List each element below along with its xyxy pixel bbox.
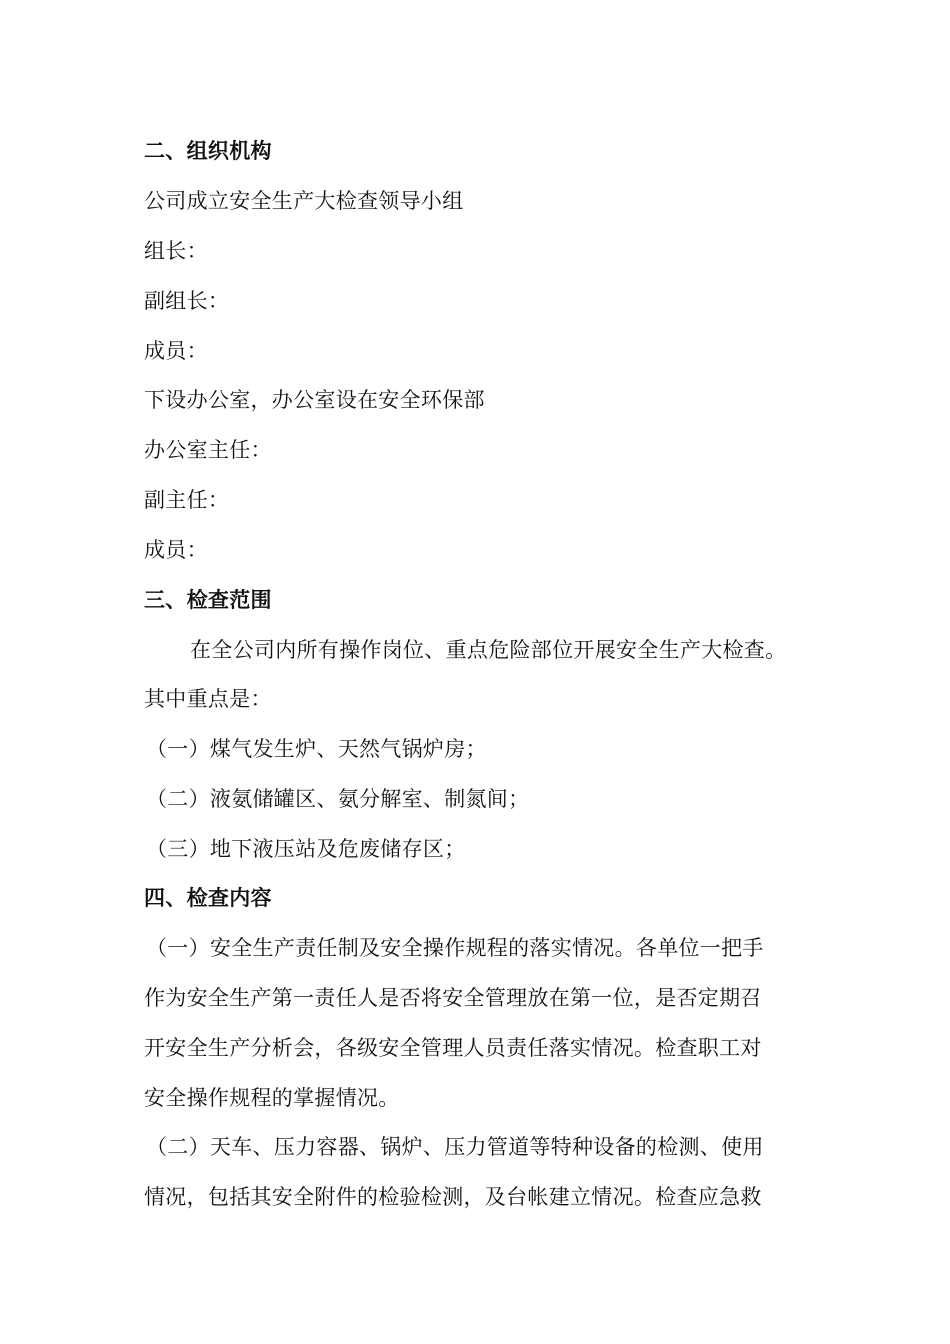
list-item: （二）液氨储罐区、氨分解室、制氮间； (146, 787, 530, 811)
list-item: （三）地下液压站及危废储存区； (146, 837, 466, 861)
paragraph-line: 情况，包括其安全附件的检验检测，及台帐建立情况。检查应急救 (144, 1185, 762, 1209)
paragraph-line: 开安全生产分析会，各级安全管理人员责任落实情况。检查职工对 (144, 1036, 762, 1060)
paragraph-line: 其中重点是： (144, 687, 272, 711)
text-line: 下设办公室，办公室设在安全环保部 (144, 388, 485, 412)
text-line: 副主任： (144, 488, 230, 512)
text-line: 公司成立安全生产大检查领导小组 (144, 189, 464, 213)
paragraph-line: （一）安全生产责任制及安全操作规程的落实情况。各单位一把手 (146, 936, 764, 960)
list-item: （一）煤气发生炉、天然气锅炉房； (146, 737, 487, 761)
text-line: 副组长： (144, 289, 230, 313)
text-line: 办公室主任： (144, 438, 272, 462)
section-heading-content: 四、检查内容 (144, 886, 272, 910)
section-heading-scope: 三、检查范围 (144, 588, 272, 612)
paragraph-line: 作为安全生产第一责任人是否将安全管理放在第一位，是否定期召 (144, 986, 762, 1010)
paragraph-line: 安全操作规程的掌握情况。 (144, 1086, 400, 1110)
text-line: 组长： (144, 239, 208, 263)
section-heading-organization: 二、组织机构 (144, 139, 272, 163)
paragraph-line: （二）天车、压力容器、锅炉、压力管道等特种设备的检测、使用 (146, 1135, 764, 1159)
text-line: 成员： (144, 339, 208, 363)
paragraph-line: 在全公司内所有操作岗位、重点危险部位开展安全生产大检查。 (190, 638, 787, 662)
text-line: 成员： (144, 538, 208, 562)
